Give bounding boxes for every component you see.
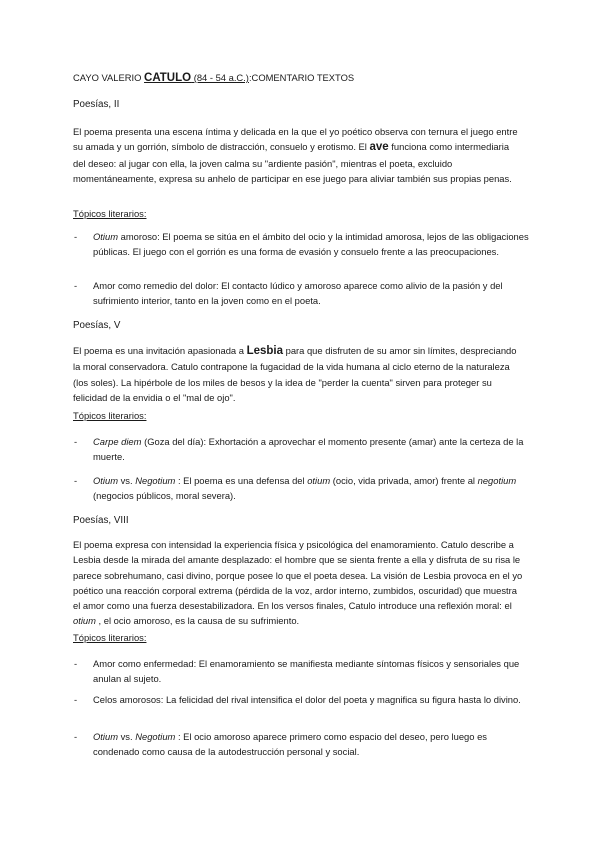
text-run: funciona como intermediaria del deseo: al jugar con ella, la joven calma su "ardiente pasión", mientras el poeta, excluido momentáneamente, expresa su anhelo de participar en ese juego para aliviar también sus propias penas. [73, 141, 512, 184]
text-run: El poema expresa con intensidad la experiencia física y psicológica del enamoramiento. Catulo describe a Lesbia desde la mirada del amante desplazado: el hombre que se sienta frente a ella y disfruta de su risa le parece sobrehumano, casi divino, porque posee lo que el poeta desea. La visión de Lesbia provoca en el yo poético una reacción corporal extrema (pérdida de la voz, ardor interno, zumbidos, oscuridad) que muestra el amor como una fuerza desestabilizadora. En los versos finales, Catulo introduce una reflexión moral: el [73, 539, 523, 612]
emphasis-term: ave [369, 141, 389, 154]
text-run: Amor como enfermedad: El enamoramiento se manifiesta mediante síntomas físicos y sensoriales que anulan al sujeto. [93, 658, 520, 685]
section-title: Poesías, II [73, 99, 120, 110]
latin-term: Carpe diem [93, 436, 142, 447]
bullet-dash: - [74, 658, 78, 669]
latin-term: Negotium [135, 731, 176, 742]
section-intro [73, 537, 523, 629]
latin-term: negotium [477, 475, 517, 486]
text-run: (Goza del día): Exhortación a aprovechar el momento presente (amar) ante la certeza de la muerte. [93, 436, 524, 463]
header-suffix: :COMENTARIO TEXTOS [248, 72, 355, 83]
bullet-dash: - [74, 436, 78, 447]
latin-term: Otium [93, 731, 119, 742]
text-run: El poema es una invitación apasionada a [73, 345, 247, 356]
text-run: : El poema es una defensa del [175, 475, 308, 486]
section-title: Poesías, VIII [73, 515, 129, 526]
topics-label: Tópicos literarios: [73, 410, 147, 421]
text-run: : El ocio amoroso aparece primero como espacio del deseo, pero luego es condenado como causa de la autodestrucción personal y social. [93, 731, 487, 758]
text-run: Celos amorosos: La felicidad del rival intensifica el dolor del poeta y magnifica su figura hasta lo divino. [93, 694, 521, 705]
text-run: El poema presenta una escena íntima y delicada en la que el yo poético observa con ternura el juego entre su amada y un gorrión, símbolo de distracción, consuelo y erotismo. El [73, 126, 518, 153]
latin-term: otium [73, 615, 96, 627]
text-run: (ocio, vida privada, amor) frente al [330, 475, 478, 486]
latin-term: otium [307, 475, 331, 486]
text-run: Amor como remedio del dolor: El contacto lúdico y amoroso aparece como alivio de la pasión y del sufrimiento interior, tanto en la joven como en el poeta. [93, 280, 503, 307]
bullet-dash: - [74, 731, 78, 742]
topics-label: Tópicos literarios: [73, 208, 147, 219]
emphasis-term: Lesbia [246, 345, 283, 357]
document-header [73, 70, 354, 86]
bullet-dash: - [74, 694, 78, 705]
header-author-name: CATULO [144, 72, 192, 84]
list-item-text [93, 473, 530, 504]
bullet-dash: - [74, 475, 78, 486]
list-item-text [93, 278, 530, 309]
latin-term: Otium [93, 475, 119, 486]
bullet-dash: - [74, 231, 78, 242]
text-run: vs. [118, 475, 136, 486]
text-run: vs. [118, 731, 136, 742]
text-run: , el ocio amoroso, es la causa de su sufrimiento. [95, 615, 300, 627]
text-run: amoroso: El poema se sitúa en el ámbito del ocio y la intimidad amorosa, lejos de las obligaciones públicas. El juego con el gorrión es una forma de evasión y consuelo frente a las preocupaciones. [93, 231, 529, 258]
header-author-prefix: CAYO VALERIO [73, 72, 145, 83]
latin-term: Otium [93, 231, 119, 242]
list-item-text [93, 656, 530, 687]
list-item-text [93, 729, 530, 760]
text-run: para que disfruten de su amor sin límites, despreciando la moral conservadora. Catulo contrapone la fugacidad de la vida humana al ciclo eterno de la naturaleza (los soles). La hipérbole de los miles de besos y la idea de "perder la cuenta" sirven para proteger su felicidad de la envidia o el "mal de ojo". [73, 345, 517, 403]
section-title: Poesías, V [73, 320, 121, 331]
header-dates: (84 - 54 a.C.) [191, 72, 249, 83]
text-run: (negocios públicos, moral severa). [93, 490, 236, 502]
list-item-text [93, 229, 530, 260]
list-item-text [93, 434, 530, 465]
section-intro [73, 343, 523, 405]
list-item-text [93, 692, 530, 707]
latin-term: Negotium [135, 475, 176, 486]
topics-label: Tópicos literarios: [73, 632, 147, 643]
section-intro [73, 124, 523, 186]
bullet-dash: - [74, 280, 78, 291]
